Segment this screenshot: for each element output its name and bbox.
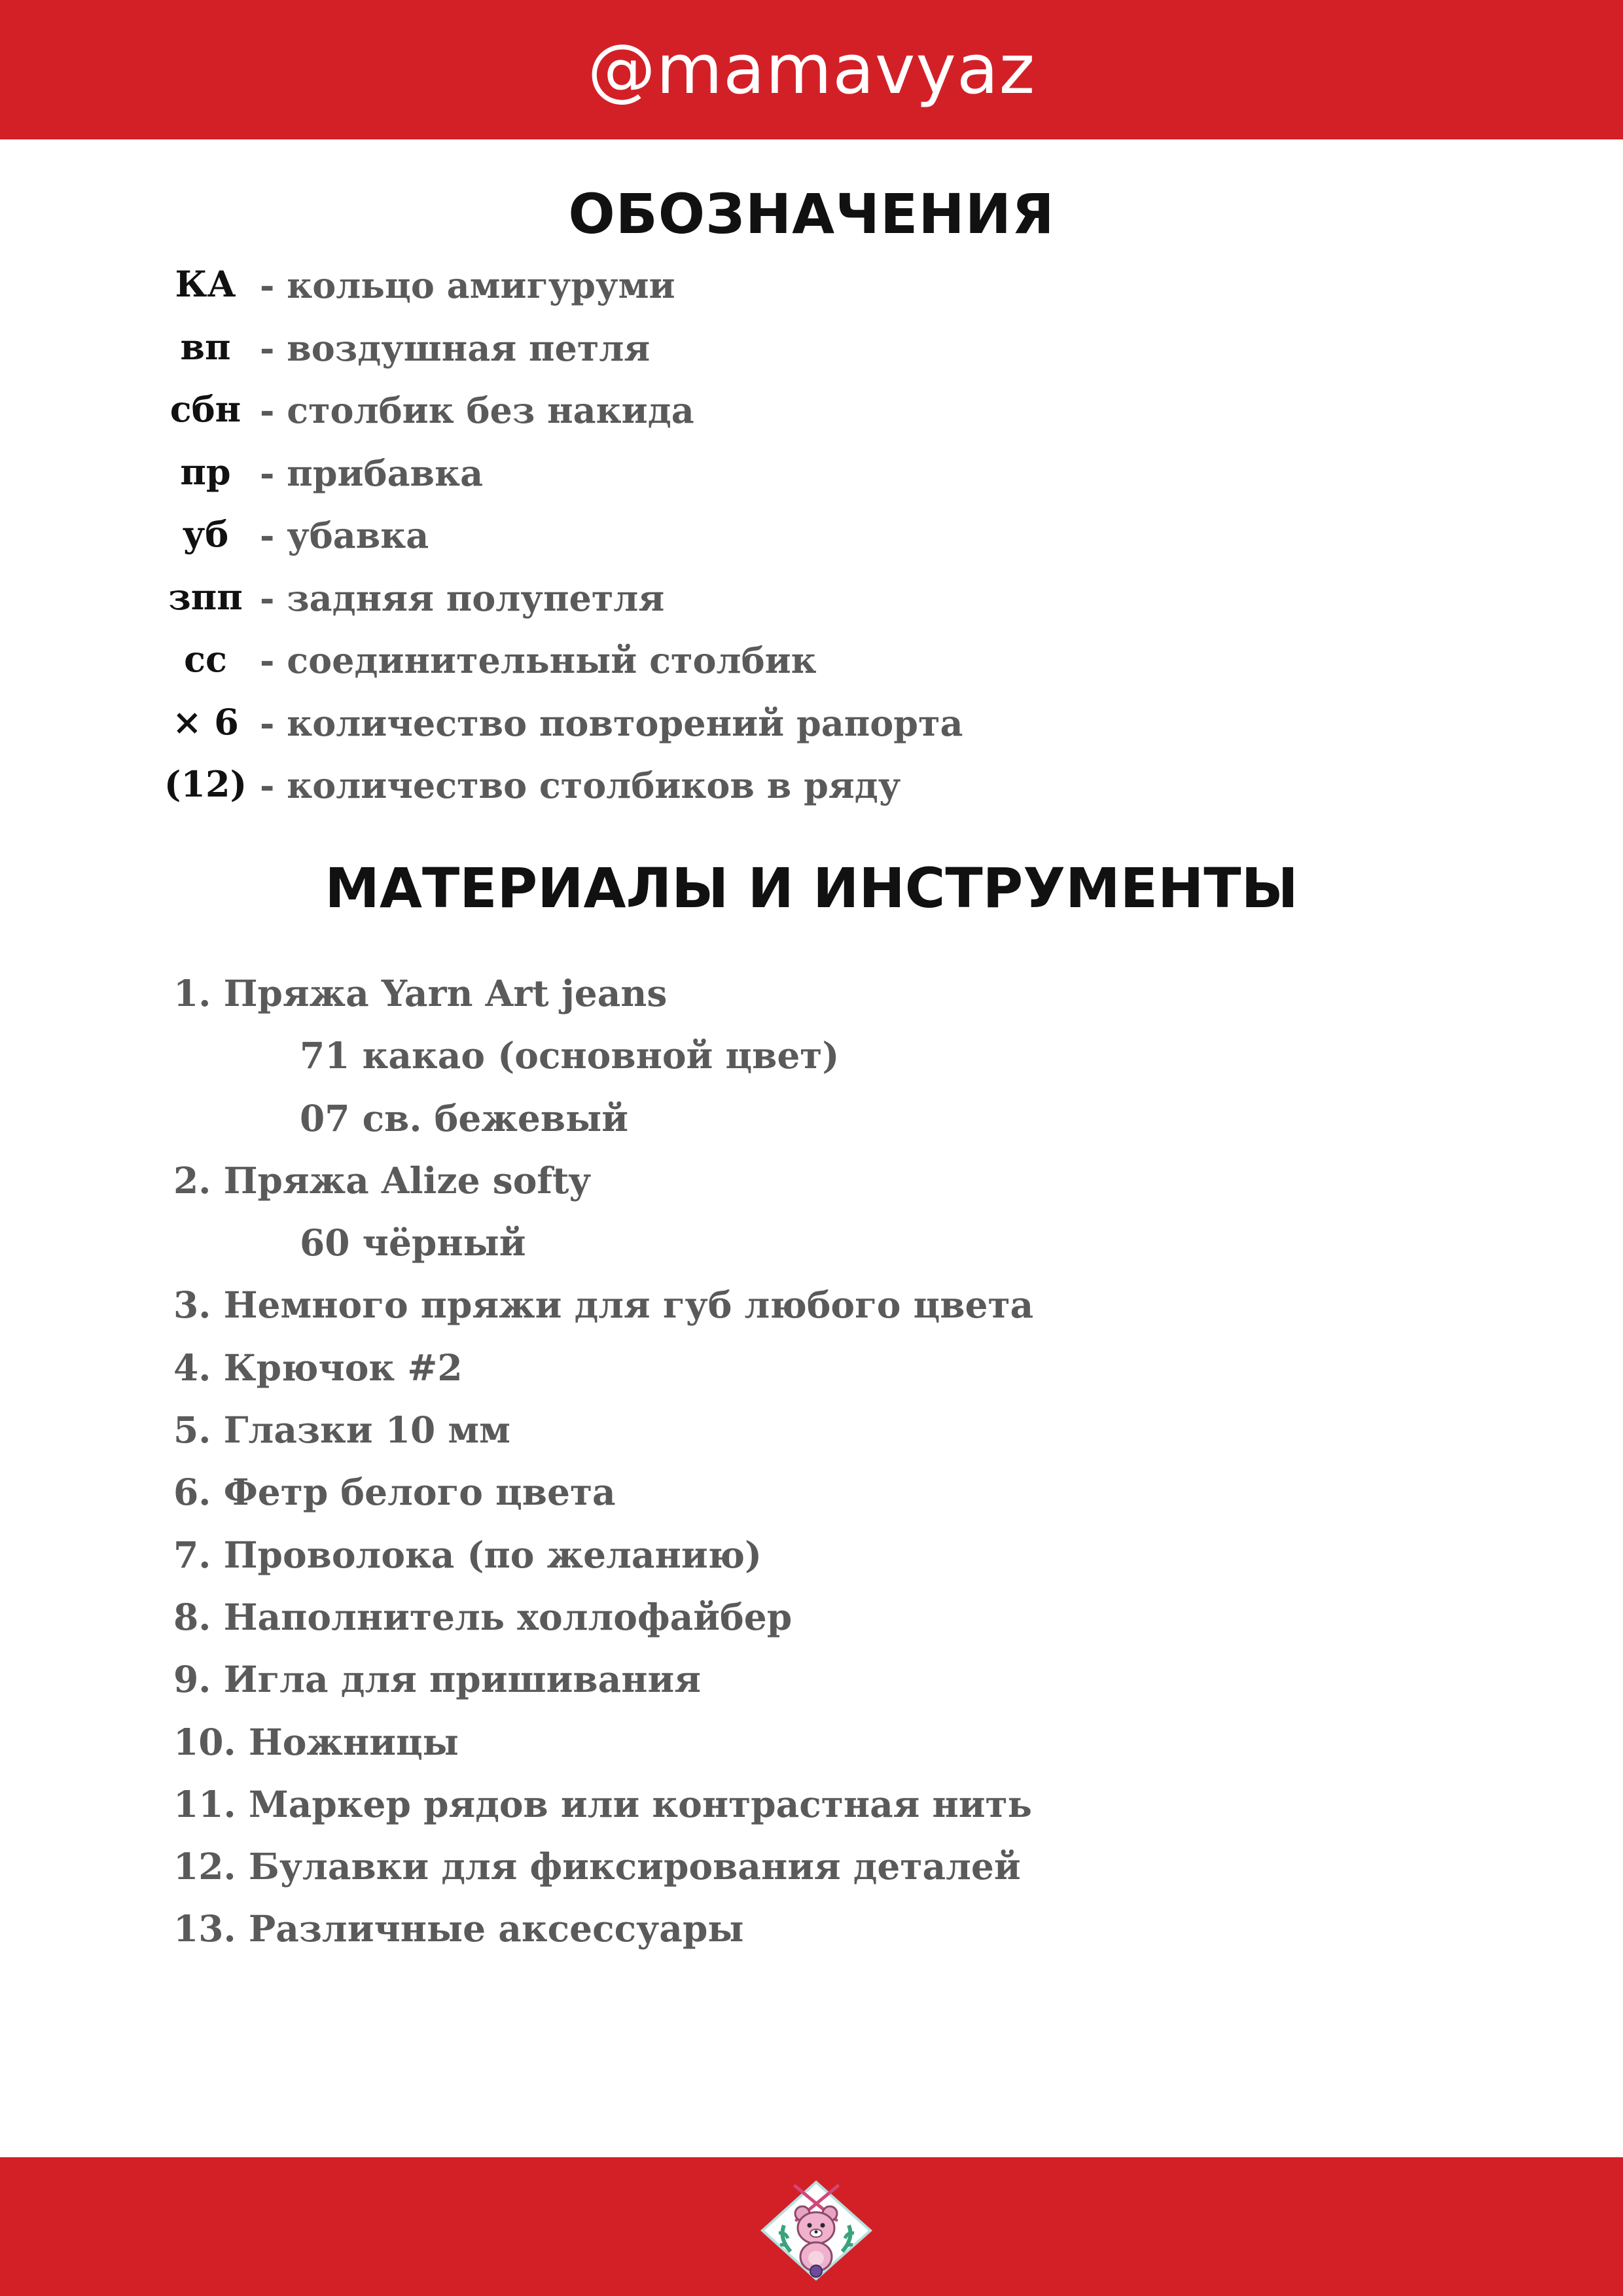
material-item: 2. Пряжа Alize softy [173, 1158, 590, 1202]
legend-abbr: КА [175, 263, 236, 305]
material-item: 12. Булавки для фиксирования деталей [173, 1845, 1021, 1888]
material-item: 3. Немного пряжи для губ любого цвета [173, 1283, 1034, 1327]
legend-abbr: зпп [168, 575, 243, 618]
legend-title: ОБОЗНАЧЕНИЯ [568, 182, 1055, 246]
materials-list [173, 962, 1033, 1960]
legend-abbr: пр [180, 450, 231, 493]
legend-desc: - воздушная петля [260, 327, 651, 369]
legend-abbr: вп [180, 325, 231, 368]
material-item: 10. Ножницы [173, 1720, 459, 1763]
legend-desc: - прибавка [260, 452, 484, 494]
material-item: 1. Пряжа Yarn Art jeans [173, 972, 668, 1014]
legend-desc: - убавка [260, 514, 429, 556]
legend-desc: - количество столбиков в ряду [260, 764, 901, 806]
material-item: 7. Проволока (по желанию) [173, 1533, 762, 1576]
legend-desc: - задняя полупетля [260, 577, 665, 619]
teddy-bear-yarn-logo-icon [759, 2179, 874, 2281]
legend-desc: - количество повторений рапорта [260, 702, 963, 744]
legend-abbr: сбн [169, 388, 241, 430]
material-item: 11. Маркер рядов или контрастная нить [173, 1782, 1032, 1825]
legend-abbr: сс [184, 638, 227, 680]
material-item: 6. Фетр белого цвета [173, 1471, 616, 1514]
material-item: 13. Различные аксессуары [173, 1907, 744, 1950]
material-item: 9. Игла для пришивания [173, 1658, 701, 1701]
material-subitem: 71 какао (основной цвет) [300, 1034, 840, 1077]
header-bar [0, 0, 1623, 139]
material-item: 8. Наполнитель холлофайбер [173, 1595, 793, 1638]
legend-abbr: уб [182, 513, 229, 555]
legend-abbr: × 6 [172, 700, 239, 743]
material-item: 4. Крючок #2 [173, 1346, 463, 1389]
materials-title: МАТЕРИАЛЫ И ИНСТРУМЕНТЫ [325, 856, 1298, 920]
material-subitem: 60 чёрный [300, 1221, 526, 1265]
instagram-handle: @mamavyaz [587, 29, 1036, 109]
legend-desc: - столбик без накида [260, 389, 694, 431]
material-subitem: 07 св. бежевый [300, 1096, 629, 1139]
legend-desc: - кольцо амигуруми [260, 264, 675, 306]
material-item: 5. Глазки 10 мм [173, 1408, 510, 1452]
legend-desc: - соединительный столбик [260, 639, 817, 681]
legend-abbr: (12) [164, 763, 247, 805]
